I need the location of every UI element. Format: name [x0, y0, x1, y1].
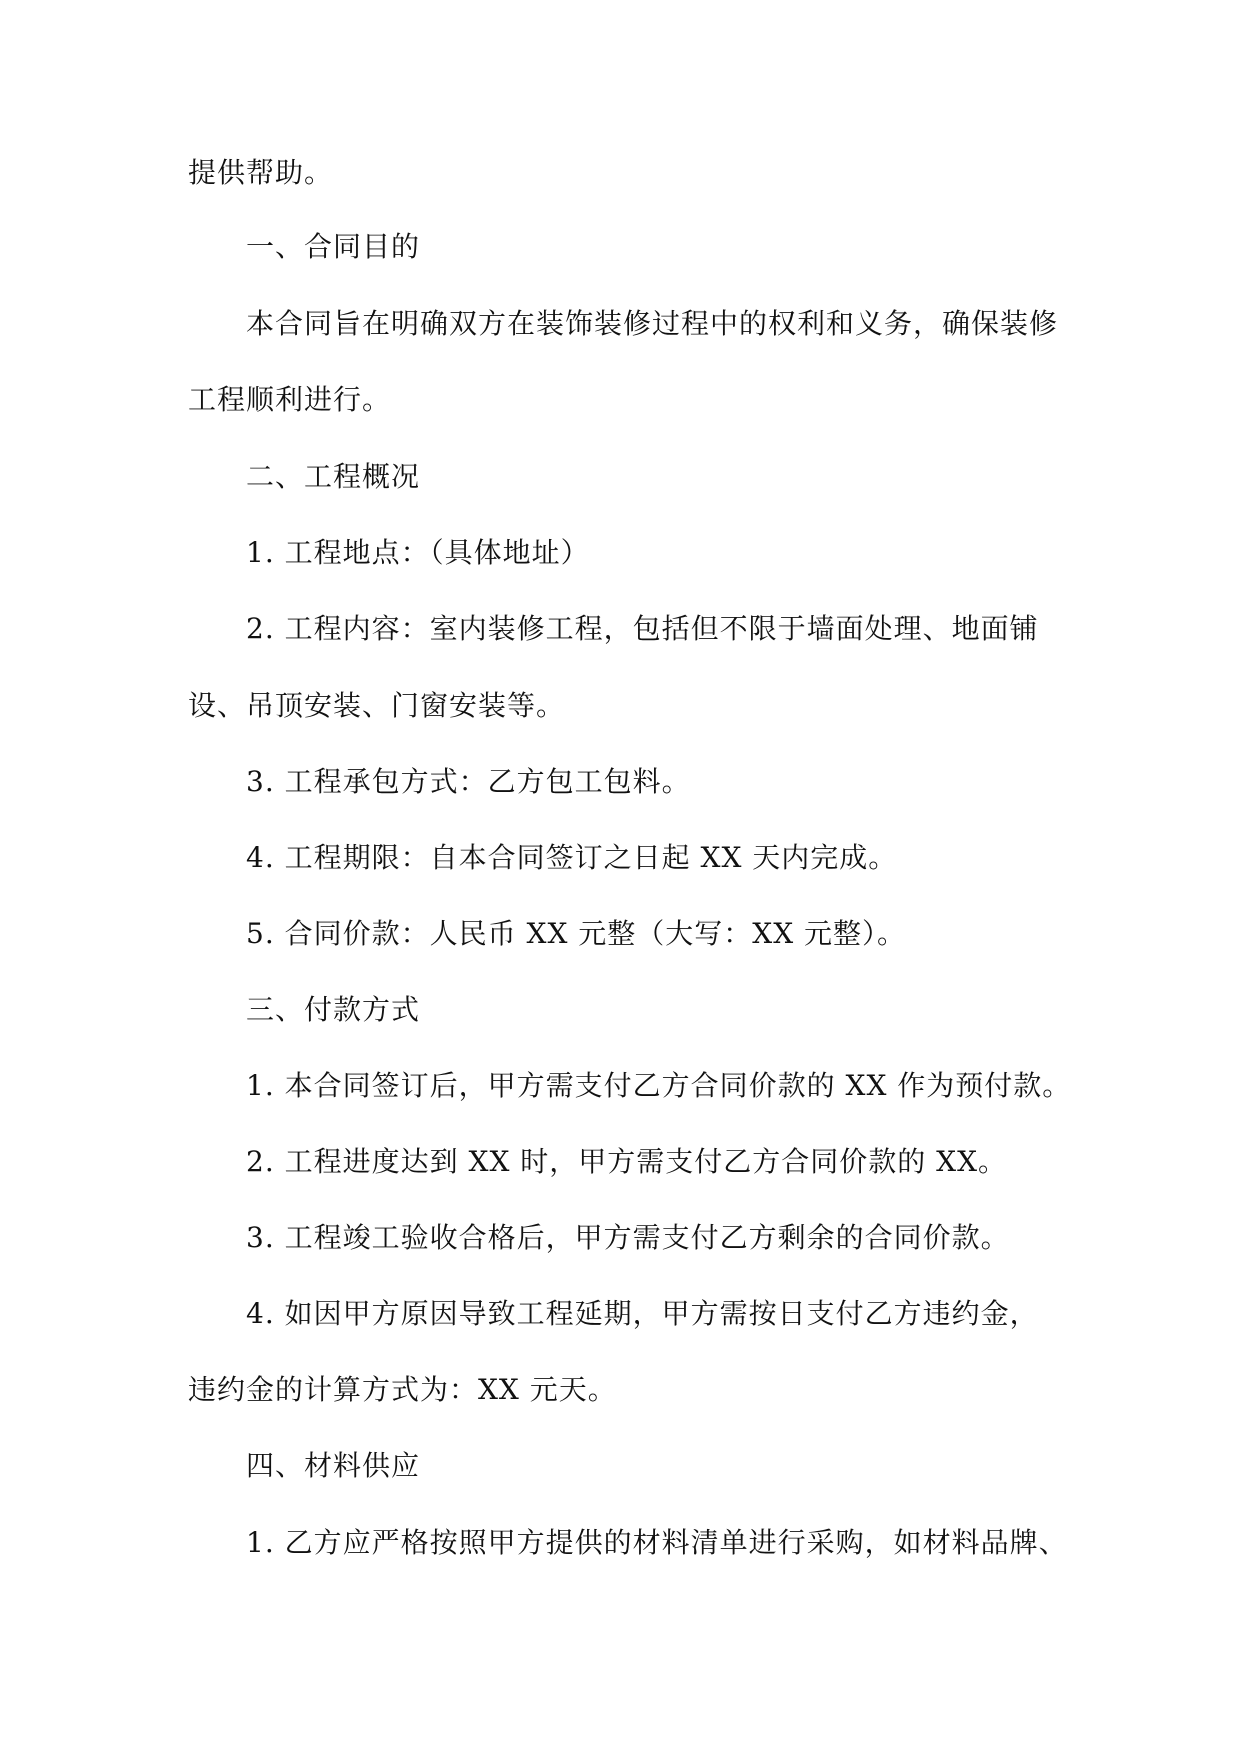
- materials-item-1-line-1: 1. 乙方应严格按照甲方提供的材料清单进行采购，如材料品牌、: [246, 1526, 1068, 1559]
- payment-item-3: 3. 工程竣工验收合格后，甲方需支付乙方剩余的合同价款。: [246, 1221, 1010, 1254]
- paragraph-purpose-line-2: 工程顺利进行。: [188, 383, 392, 416]
- overview-item-2-line-2: 设、吊顶安装、门窗安装等。: [188, 689, 566, 722]
- section-heading-overview: 二、工程概况: [246, 460, 421, 493]
- overview-item-1: 1. 工程地点：（具体地址）: [246, 536, 590, 569]
- payment-item-4-line-1: 4. 如因甲方原因导致工程延期，甲方需按日支付乙方违约金，: [246, 1297, 1039, 1330]
- payment-item-4-line-2: 违约金的计算方式为：XX 元天。: [188, 1373, 617, 1406]
- payment-item-2: 2. 工程进度达到 XX 时，甲方需支付乙方合同价款的 XX。: [246, 1145, 1008, 1178]
- overview-item-3: 3. 工程承包方式：乙方包工包料。: [246, 765, 691, 798]
- overview-item-2-line-1: 2. 工程内容：室内装修工程，包括但不限于墙面处理、地面铺: [246, 612, 1039, 645]
- section-heading-payment: 三、付款方式: [246, 993, 421, 1026]
- section-heading-purpose: 一、合同目的: [246, 230, 421, 263]
- payment-item-1: 1. 本合同签订后，甲方需支付乙方合同价款的 XX 作为预付款。: [246, 1069, 1072, 1102]
- overview-item-5: 5. 合同价款：人民币 XX 元整（大写：XX 元整）。: [246, 917, 907, 950]
- paragraph-continuation: 提供帮助。: [188, 156, 334, 189]
- overview-item-4: 4. 工程期限：自本合同签订之日起 XX 天内完成。: [246, 841, 898, 874]
- section-heading-materials: 四、材料供应: [246, 1449, 421, 1482]
- paragraph-purpose-line-1: 本合同旨在明确双方在装饰装修过程中的权利和义务，确保装修: [246, 307, 1059, 340]
